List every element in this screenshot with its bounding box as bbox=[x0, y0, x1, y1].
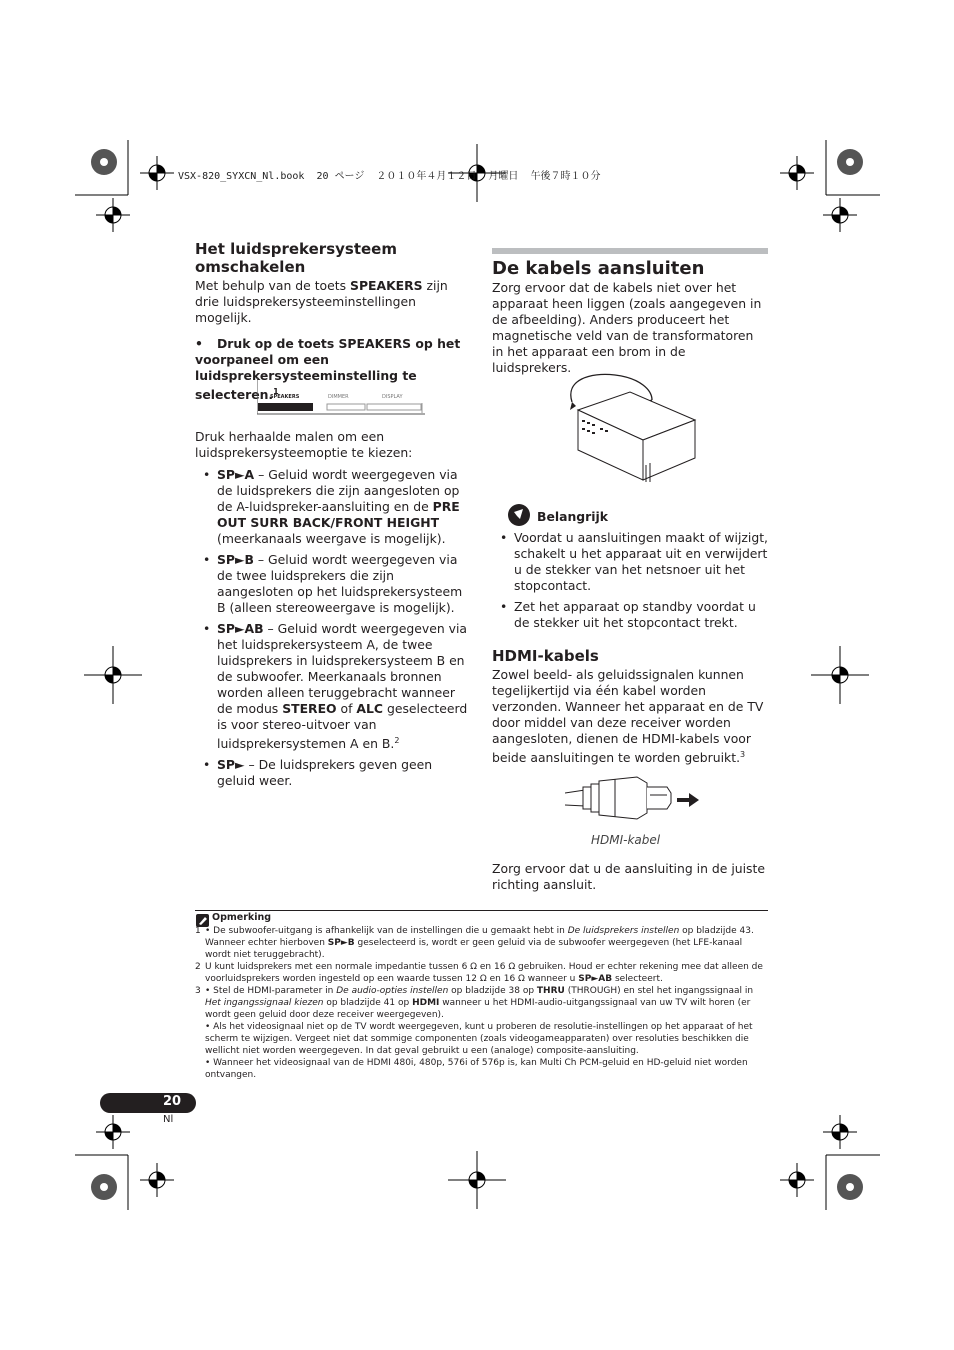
footnote-1: 1 • De subwoofer-uitgang is afhankelijk van de instellingen die u gemaakt hebt in De luidsprekers instellen op bladzijde 43. Wanneer echter hierboven SP►B geselecteerd is, wordt er geen geluid via de subwoofer weergegeven (het LFE-kanaal wordt niet teruggebracht). bbox=[195, 926, 754, 960]
page-title: De kabels aansluiten bbox=[492, 258, 705, 279]
note-icon bbox=[196, 912, 209, 925]
closing-paragraph: Zorg ervoor dat u de aansluiting in de juiste richting aansluit. bbox=[492, 861, 765, 892]
display-button-label: DISPLAY bbox=[382, 394, 403, 400]
footnote-3: 3 • Stel de HDMI-parameter in De audio-opties instellen op bladzijde 38 op THRU (THROUGH) en stel het ingangssignaal in Het ingangssignaal kiezen op bladzijde 41 op HDMI wanneer u het HDMI-audio-uitgangssignaal van uw TV wilt horen (er wordt geen geluid door deze receiver weergegeven). • Als het videosignaal niet op de TV wordt weergegeven, kunt u proberen de resolutie-instellingen op het apparaat of het scherm te wijzigen. Vergeet niet dat sommige componenten (zoals videogameapparaten) over resoluties beschikken die wellicht niet worden weergegeven. In dat geval gebruikt u een (analoge) composite-aansluiting. • Wanneer het videosignaal van de HDMI 480i, 480p, 576i of 576p is, kan Multi Ch PCM-geluid en HD-geluid niet worden ontvangen. bbox=[195, 986, 754, 1080]
important-title: Belangrijk bbox=[537, 509, 608, 524]
important-item: • Voordat u aansluitingen maakt of wijzigt, schakelt u het apparaat uit en verwijdert u de stekker van het netsnoer uit het stopcontact. bbox=[492, 530, 768, 594]
repeat-text: Druk herhaalde malen om een luidsprekersysteemoptie te kiezen: bbox=[195, 429, 413, 460]
hdmi-heading: HDMI-kabels bbox=[492, 647, 599, 665]
option-sp-ab: • SP►AB – Geluid wordt weergegeven via het luidsprekersysteem A, de twee luidsprekers in luidsprekersysteem B en de subwoofer. Meerkanaals bronnen worden alleen teruggebracht wanneer de modus STEREO of ALC geselecteerd is voor stereo-uitvoer van luidsprekersystemen A en B.$^2$ bbox=[195, 621, 470, 752]
section-rule bbox=[492, 248, 768, 254]
notes-rule bbox=[195, 910, 768, 911]
hdmi-cable-illustration bbox=[565, 773, 700, 823]
intro-paragraph: Met behulp van de toets SPEAKERS zijn drie luidsprekersysteeminstellingen mogelijk. bbox=[195, 278, 448, 325]
option-sp-a: • SP►A – Geluid wordt weergegeven via de luidsprekers die zijn aangesloten op de A-luidspreker-aansluiting en de PRE OUT SURR BACK/FRONT HEIGHT (meerkanaals weergave is mogelijk). bbox=[195, 467, 470, 547]
option-sp-b: • SP►B – Geluid wordt weergegeven via de twee luidsprekers die zijn aangesloten op het luidsprekersysteem B (alleen stereoweergave is mogelijk). bbox=[195, 552, 470, 616]
front-panel-illustration bbox=[257, 377, 425, 415]
page-number-badge bbox=[100, 1093, 196, 1113]
receiver-cable-illustration bbox=[560, 370, 705, 485]
speaker-options bbox=[195, 467, 470, 789]
footnotes bbox=[195, 925, 768, 1081]
notes-title: Opmerking bbox=[212, 912, 272, 923]
step-instruction: • Druk op de toets SPEAKERS op het voorpaneel om een luidsprekersysteeminstelling te selecteren.$^1$ bbox=[195, 336, 461, 403]
hdmi-caption: HDMI-kabel bbox=[591, 833, 661, 847]
important-icon bbox=[508, 504, 530, 526]
speakers-button-label: SPEAKERS bbox=[270, 394, 300, 400]
hdmi-paragraph: Zowel beeld- als geluidssignalen kunnen tegelijkertijd via één kabel worden verzonden. Wanneer het apparaat en de TV door middel van deze receiver worden aangesloten, dienen de HDMI-kabels voor beide aansluitingen te worden gebruikt.$^3$ bbox=[492, 667, 764, 766]
left-column-lower bbox=[195, 429, 470, 794]
section-heading: Het luidsprekersysteem omschakelen bbox=[195, 240, 397, 276]
language-code: Nl bbox=[163, 1114, 174, 1125]
footnote-2: 2 U kunt luidsprekers met een normale impedantie tussen 6 Ω en 16 Ω gebruiken. Houd er echter rekening mee dat alleen de voorluidsprekers worden ingesteld op een waarde tussen 12 Ω en 16 Ω wanneer u SP►AB selecteert. bbox=[195, 962, 763, 984]
important-item: • Zet het apparaat op standby voordat u de stekker uit het stopcontact trekt. bbox=[492, 599, 768, 631]
print-header: VSX-820_SYXCN_Nl.book 20 ページ ２０１０年４月１２日 月曜日 午後７時１０分 bbox=[178, 171, 601, 182]
dimmer-button-label: DIMMER bbox=[328, 394, 349, 400]
page-number: 20 bbox=[163, 1094, 182, 1109]
important-list bbox=[492, 530, 768, 636]
option-sp-off: • SP► – De luidsprekers geven geen geluid weer. bbox=[195, 757, 470, 789]
cable-intro: Zorg ervoor dat de kabels niet over het apparaat heen liggen (zoals aangegeven in de afbeelding). Anders produceert het magnetische veld van de transformatoren in het apparaat een brom in de luidsprekers. bbox=[492, 280, 762, 375]
